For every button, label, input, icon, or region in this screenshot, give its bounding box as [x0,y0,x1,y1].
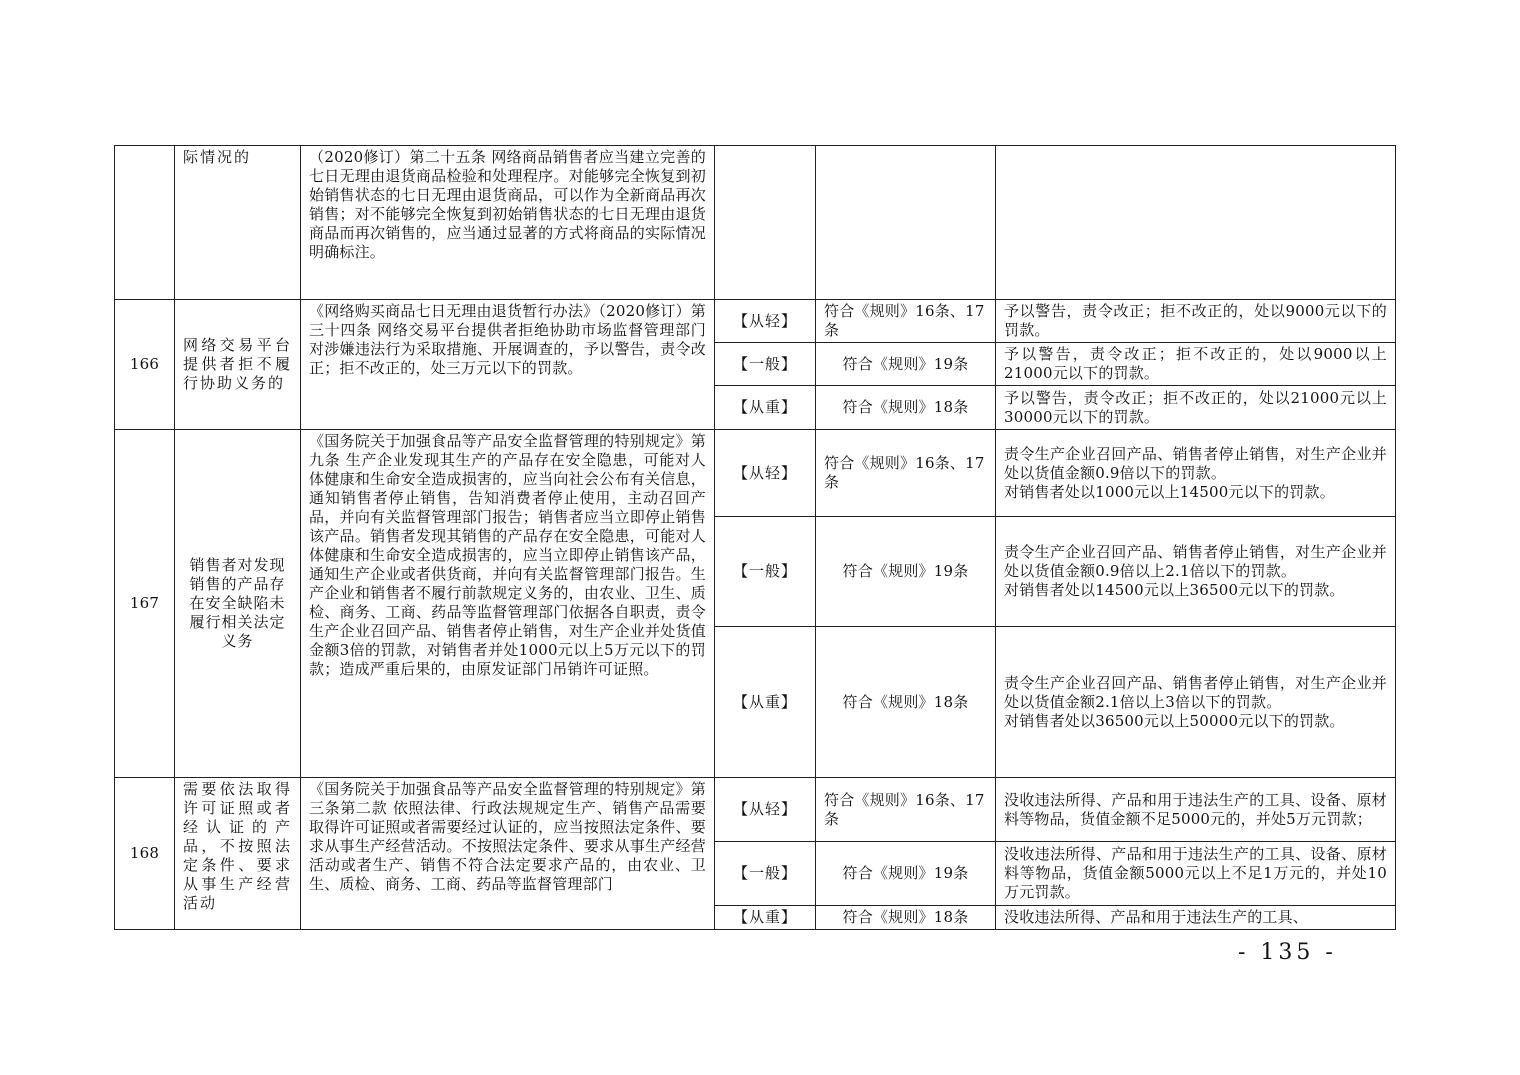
penalty-cell: 予以警告，责令改正；拒不改正的，处以9000元以下的罚款。 [996,300,1396,343]
penalty-cell [996,146,1396,300]
penalty-standard-table [114,145,1396,930]
level-cell: 【从轻】 [715,300,816,343]
row-number-cell: 167 [115,430,175,778]
legal-basis-cell: 《国务院关于加强食品等产品安全监督管理的特别规定》第九条 生产企业发现其生产的产品存在安全隐患，可能对人体健康和生命安全造成损害的，应当向社会公布有关信息，通知销售者停止销售，告知消费者停止使用，主动召回产品，并向有关监督管理部门报告；销售者应当立即停止销售该产品。销售者发现其销售的产品存在安全隐患，可能对人体健康和生命安全造成损害的，应当立即停止销售该产品，通知生产企业或者供货商，并向有关监督管理部门报告。生产企业和销售者不履行前款规定义务的，由农业、卫生、质检、商务、工商、药品等监督管理部门依据各自职责，责令生产企业召回产品、销售者停止销售，对生产企业并处货值金额3倍的罚款，对销售者并处1000元以上5万元以下的罚款；造成严重后果的，由原发证部门吊销许可证照。 [301,430,715,778]
penalty-seller-text: 对销售者处以14500元以上36500元以下的罚款。 [1004,581,1345,599]
table-row [115,430,1396,517]
penalty-cell [996,627,1396,778]
level-cell: 【从重】 [715,386,816,430]
penalty-text-truncated: 没收违法所得、产品和用于违法生产的工具、 [1004,908,1309,926]
level-cell [715,146,816,300]
condition-cell: 符合《规则》18条 [816,627,996,778]
condition-cell: 符合《规则》16条、17条 [816,300,996,343]
penalty-cell: 没收违法所得、产品和用于违法生产的工具、设备、原材料等物品，货值金额不足5000元的，并处5万元罚款； [996,778,1396,842]
page-number: - 135 - [1238,940,1337,965]
violation-name-cell: 需要依法取得许可证照或者经认证的产品，不按照法定条件、要求从事生产经营活动 [175,778,301,930]
level-cell: 【从重】 [715,627,816,778]
condition-cell: 符合《规则》18条 [816,906,996,930]
condition-cell: 符合《规则》19条 [816,517,996,627]
penalty-seller-text: 对销售者处以1000元以上14500元以下的罚款。 [1004,482,1335,501]
row-number-cell: 168 [115,778,175,930]
condition-cell: 符合《规则》19条 [816,842,996,906]
violation-name-cell: 销售者对发现销售的产品存在安全缺陷未履行相关法定义务 [175,430,301,778]
legal-basis-cell: （2020修订）第二十五条 网络商品销售者应当建立完善的七日无理由退货商品检验和处理程序。对能够完全恢复到初始销售状态的七日无理由退货商品，可以作为全新商品再次销售；对不能够完全恢复到初始销售状态的七日无理由退货商品而再次销售的，应当通过显著的方式将商品的实际情况明确标注。 [301,146,715,300]
row-number-cell [115,146,175,300]
condition-cell: 符合《规则》16条、17条 [816,778,996,842]
penalty-cell: 予以警告，责令改正；拒不改正的，处以21000元以上30000元以下的罚款。 [996,386,1396,430]
table-row [115,778,1396,842]
table-row [115,300,1396,343]
penalty-producer-text: 责令生产企业召回产品、销售者停止销售，对生产企业并处以货值金额0.9倍以上2.1倍以下的罚款。 [1004,543,1387,580]
level-cell: 【从轻】 [715,430,816,517]
penalty-cell [996,906,1396,930]
penalty-producer-text: 责令生产企业召回产品、销售者停止销售，对生产企业并处以货值金额2.1倍以上3倍以下的罚款。 [1004,673,1387,711]
row-number-cell: 166 [115,300,175,430]
level-cell: 【一般】 [715,517,816,627]
penalty-cell [996,430,1396,517]
legal-basis-cell: 《国务院关于加强食品等产品安全监督管理的特别规定》第三条第二款 依照法律、行政法规规定生产、销售产品需要取得许可证照或者需要经过认证的，应当按照法定条件、要求从事生产经营活动。不按照法定条件、要求从事生产经营活动或者生产、销售不符合法定要求产品的，由农业、卫生、质检、商务、工商、药品等监督管理部门 [301,778,715,930]
violation-name-cell: 际情况的 [175,146,301,300]
level-cell: 【从轻】 [715,778,816,842]
table-row [115,146,1396,300]
level-cell: 【从重】 [715,906,816,930]
condition-cell [816,146,996,300]
penalty-cell [996,517,1396,627]
condition-cell: 符合《规则》18条 [816,386,996,430]
penalty-cell: 没收违法所得、产品和用于违法生产的工具、设备、原材料等物品，货值金额5000元以上不足1万元的，并处10万元罚款。 [996,842,1396,906]
violation-name-cell: 网络交易平台提供者拒不履行协助义务的 [175,300,301,430]
level-cell: 【一般】 [715,343,816,386]
penalty-producer-text: 责令生产企业召回产品、销售者停止销售，对生产企业并处以货值金额0.9倍以下的罚款。 [1004,444,1387,482]
penalty-seller-text: 对销售者处以36500元以上50000元以下的罚款。 [1004,711,1345,730]
legal-basis-cell: 《网络购买商品七日无理由退货暂行办法》（2020修订）第三十四条 网络交易平台提供者拒绝协助市场监督管理部门对涉嫌违法行为采取措施、开展调查的，予以警告，责令改正；拒不改正的，处三万元以下的罚款。 [301,300,715,430]
condition-cell: 符合《规则》19条 [816,343,996,386]
penalty-cell: 予以警告，责令改正；拒不改正的，处以9000以上21000元以下的罚款。 [996,343,1396,386]
level-cell: 【一般】 [715,842,816,906]
condition-cell: 符合《规则》16条、17条 [816,430,996,517]
